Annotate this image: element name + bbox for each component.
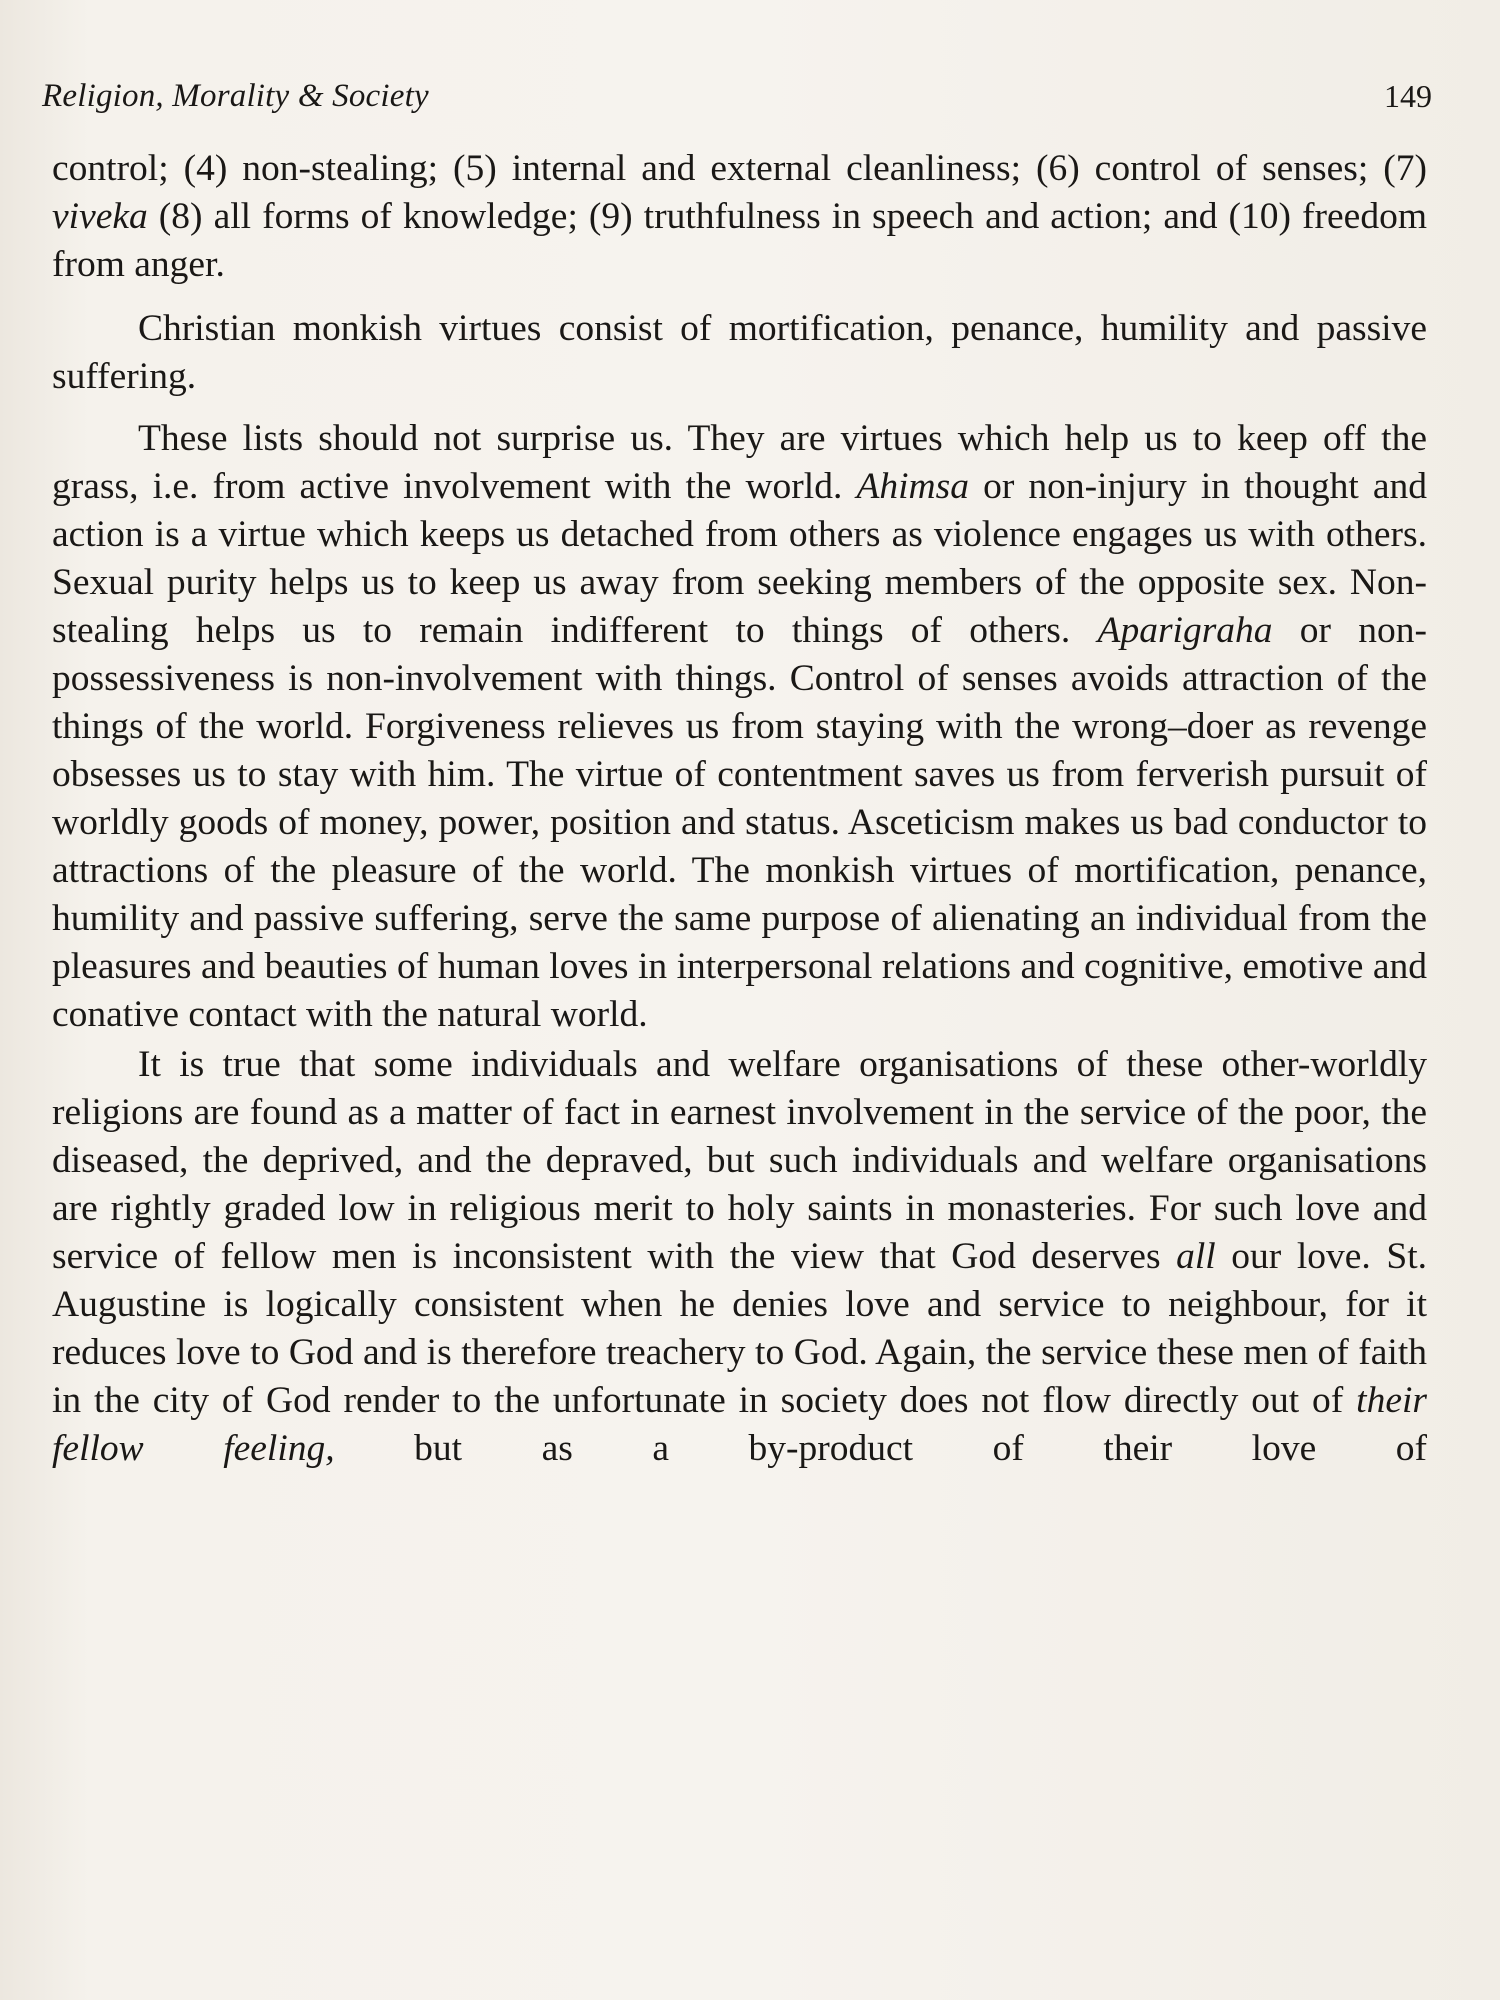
running-head-title: Religion, Morality & Society	[42, 78, 429, 114]
italic-term: their fellow feeling,	[52, 1380, 1427, 1469]
text-run: or non-injury in thought and action is a virtue which keeps us detached from others as violence engages us with others. Sexual purity helps us to keep us away from seeking members of the opposite sex. Non-stealing helps us to remain indifferent to things of others.	[52, 466, 1428, 651]
page-number: 149	[1384, 78, 1432, 114]
text-run: It is true that some individuals and welfare organisations of these other-worldly religions are found as a matter of fact in earnest involvement in the service of the poor, the diseased, the deprived, and the depraved, but such individuals and welfare organisations are rightly graded low in religious merit to holy saints in monasteries. For such love and service of fellow men is inconsistent with the view that God deserves	[52, 1044, 1427, 1277]
italic-term: Ahimsa	[856, 466, 969, 507]
text-run: our love. St. Augustine is logically consistent when he denies love and service to neighbour, for it reduces love to God and is therefore treachery to God. Again, the service these men of faith in the city of God render to the unfortunate in society does not flow directly out of	[52, 1236, 1427, 1421]
body-text	[52, 145, 1427, 1473]
text-run: or non-possessiveness is non-involvement with things. Control of senses avoids attraction of the things of the world. Forgiveness relieves us from staying with the wrong–doer as revenge obsesses us to stay with him. The virtue of contentment saves us from ferverish pursuit of worldly goods of money, power, position and status. Asceticism makes us bad conductor to attractions of the pleasure of the world. The monkish virtues of mortification, penance, humility and passive suffering, serve the same purpose of alienating an individual from the pleasures and beauties of human loves in interpersonal relations and cognitive, emotive and conative contact with the natural world.	[52, 610, 1428, 1035]
italic-term: Aparigraha	[1097, 610, 1273, 651]
text-run: (8) all forms of knowledge; (9) truthfulness in speech and action; and (10) freedom from anger.	[52, 196, 1427, 285]
text-run: Christian monkish virtues consist of mortification, penance, humility and passive suffering.	[52, 308, 1427, 397]
italic-term: viveka	[52, 196, 148, 237]
running-head	[42, 78, 1432, 122]
italic-term: all	[1176, 1236, 1216, 1277]
text-run: but as a by-product of their love of	[334, 1428, 1427, 1469]
text-run: control; (4) non-stealing; (5) internal and external cleanliness; (6) control of senses; (7)	[52, 148, 1427, 189]
paragraph-christian-virtues	[52, 305, 1427, 401]
paragraph-continued-list	[52, 145, 1427, 289]
paragraph-virtue-lists	[52, 415, 1427, 1039]
text-run: These lists should not surprise us. They are virtues which help us to keep off the grass, i.e. from active involvement with the world.	[52, 418, 1427, 507]
paragraph-welfare-organisations	[52, 1041, 1427, 1473]
